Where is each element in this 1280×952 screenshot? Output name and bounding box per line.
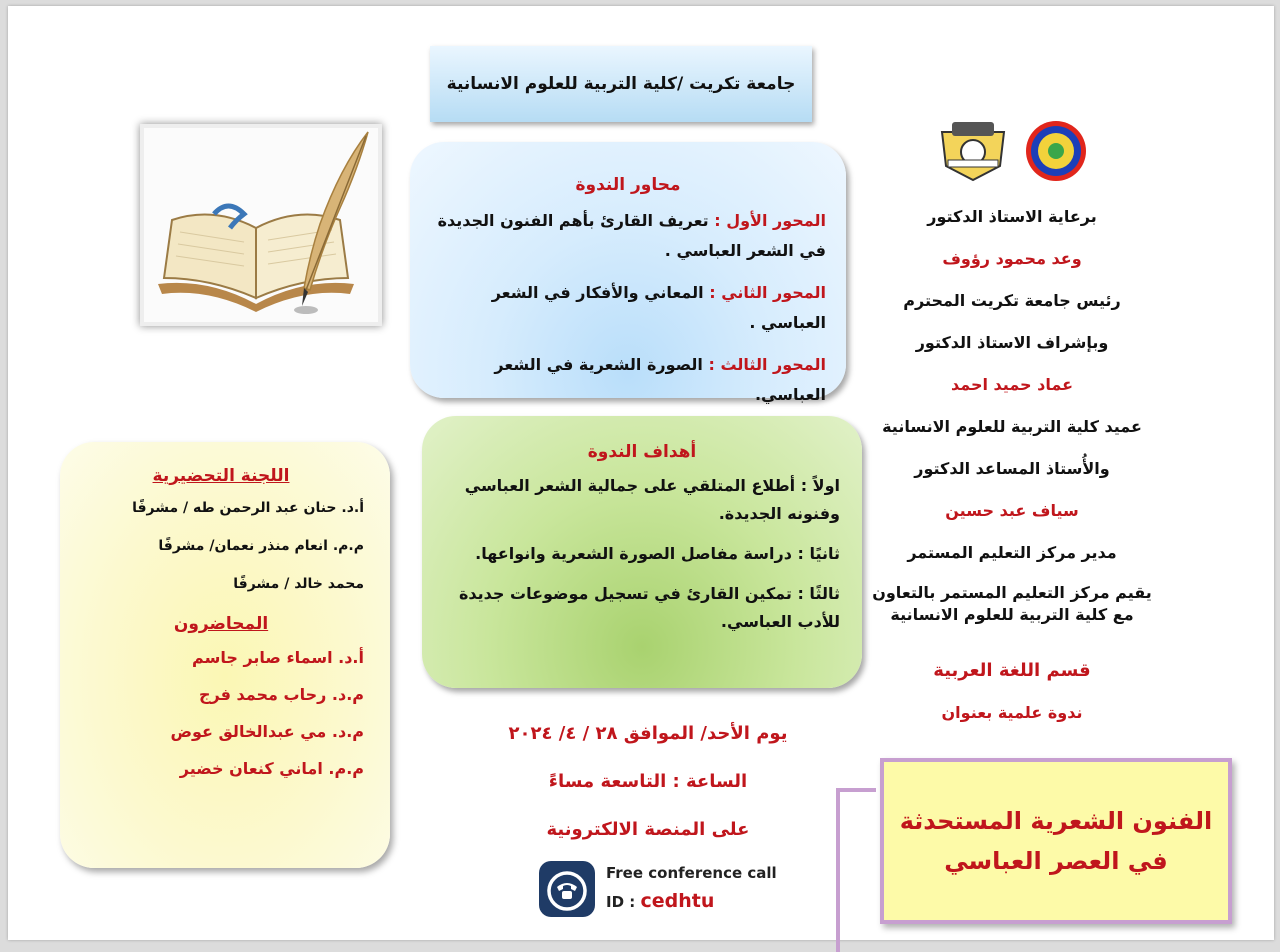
goal-item: ثانيًا : دراسة مفاصل الصورة الشعرية وانواعها. xyxy=(475,544,840,563)
axis-item xyxy=(430,278,826,338)
axis-label: المحور الثالث : xyxy=(708,355,826,374)
conference-id xyxy=(606,890,777,912)
seminar-title-box xyxy=(880,758,1232,924)
sponsor-line: وبإشراف الاستاذ الدكتور xyxy=(915,333,1109,352)
lecturer-item: أ.د. اسماء صابر جاسم xyxy=(192,648,364,667)
committee-member: محمد خالد / مشرفًا xyxy=(233,576,364,592)
lecturers-title: المحاضرون xyxy=(173,614,269,634)
organizer-line: يقيم مركز التعليم المستمر بالتعاون مع كلية التربية للعلوم الانسانية xyxy=(872,583,1152,624)
sponsor-line: مدير مركز التعليم المستمر xyxy=(907,543,1117,562)
seminar-intro: ندوة علمية بعنوان xyxy=(941,703,1083,722)
lecturer-item: م.د. رحاب محمد فرج xyxy=(199,685,364,704)
conference-label: Free conference call xyxy=(606,864,777,882)
committee-member: أ.د. حنان عبد الرحمن طه / مشرفًا xyxy=(132,500,364,516)
axis-text: المعاني والأفكار في الشعر العباسي . xyxy=(491,283,826,332)
seminar-axes-box xyxy=(410,142,846,404)
goals-title: أهداف الندوة xyxy=(587,442,697,462)
committee-title: اللجنة التحضيرية xyxy=(152,466,290,486)
book-quill-image xyxy=(140,124,382,326)
goal-item: اولاً : أطلاع المتلقي على جمالية الشعر العباسي وفنونه الجديدة. xyxy=(464,476,840,523)
event-time: الساعة : التاسعة مساءً xyxy=(548,771,748,792)
phone-icon xyxy=(538,860,596,918)
department-name: قسم اللغة العربية xyxy=(933,660,1091,681)
event-date: يوم الأحد/ الموافق ٢٨ / ٤/ ٢٠٢٤ xyxy=(508,723,788,744)
poster-page xyxy=(8,6,1274,940)
axis-text: الصورة الشعرية في الشعر العباسي. xyxy=(494,355,826,404)
seminar-title-line: الفنون الشعرية المستحدثة xyxy=(899,807,1213,835)
event-info xyxy=(448,714,848,858)
axis-item xyxy=(430,206,826,266)
director-name: سياف عبد حسين xyxy=(945,501,1079,520)
committee-member: م.م. انعام منذر نعمان/ مشرفًا xyxy=(158,538,364,554)
sponsor-line: والأُستاذ المساعد الدكتور xyxy=(914,459,1110,478)
seminar-title-line: في العصر العباسي xyxy=(944,847,1168,875)
sponsor-name: وعد محمود رؤوف xyxy=(942,249,1082,268)
book-quill-icon xyxy=(144,128,378,322)
event-platform: على المنصة الالكترونية xyxy=(546,819,750,840)
seminar-goals-box xyxy=(422,416,862,688)
lecturer-item: م.م. اماني كنعان خضير xyxy=(179,759,364,778)
university-logo-icon xyxy=(1026,121,1086,181)
conference-call-info xyxy=(606,864,777,912)
committee-box xyxy=(60,442,390,868)
goal-item: ثالثًا : تمكين القارئ في تسجيل موضوعات جديدة للأدب العباسي. xyxy=(458,584,840,631)
sponsor-column xyxy=(862,202,1162,740)
conference-id-value: cedhtu xyxy=(640,890,715,912)
sponsor-line: رئيس جامعة تكريت المحترم xyxy=(903,291,1121,310)
college-logo-icon xyxy=(942,122,1004,180)
supervisor-name: عماد حميد احمد xyxy=(950,375,1074,394)
frame-bracket xyxy=(836,788,876,952)
axis-label: المحور الثاني : xyxy=(709,283,826,302)
conference-id-label: ID : xyxy=(606,893,636,911)
lecturer-item: م.د. مي عبدالخالق عوض xyxy=(170,722,364,741)
university-header xyxy=(430,46,812,122)
axes-title: محاور الندوة xyxy=(575,175,681,195)
axis-label: المحور الأول : xyxy=(714,211,826,230)
logos xyxy=(938,118,1098,184)
axis-item xyxy=(430,350,826,410)
sponsor-line: عميد كلية التربية للعلوم الانسانية xyxy=(882,417,1142,436)
university-header-text: جامعة تكريت /كلية التربية للعلوم الانسانية xyxy=(446,74,796,94)
axis-text: تعريف القارئ بأهم الفنون الجديدة في الشعر العباسي . xyxy=(437,211,826,260)
seminar-title xyxy=(900,801,1213,881)
sponsor-line: برعاية الاستاذ الدكتور xyxy=(927,207,1097,226)
